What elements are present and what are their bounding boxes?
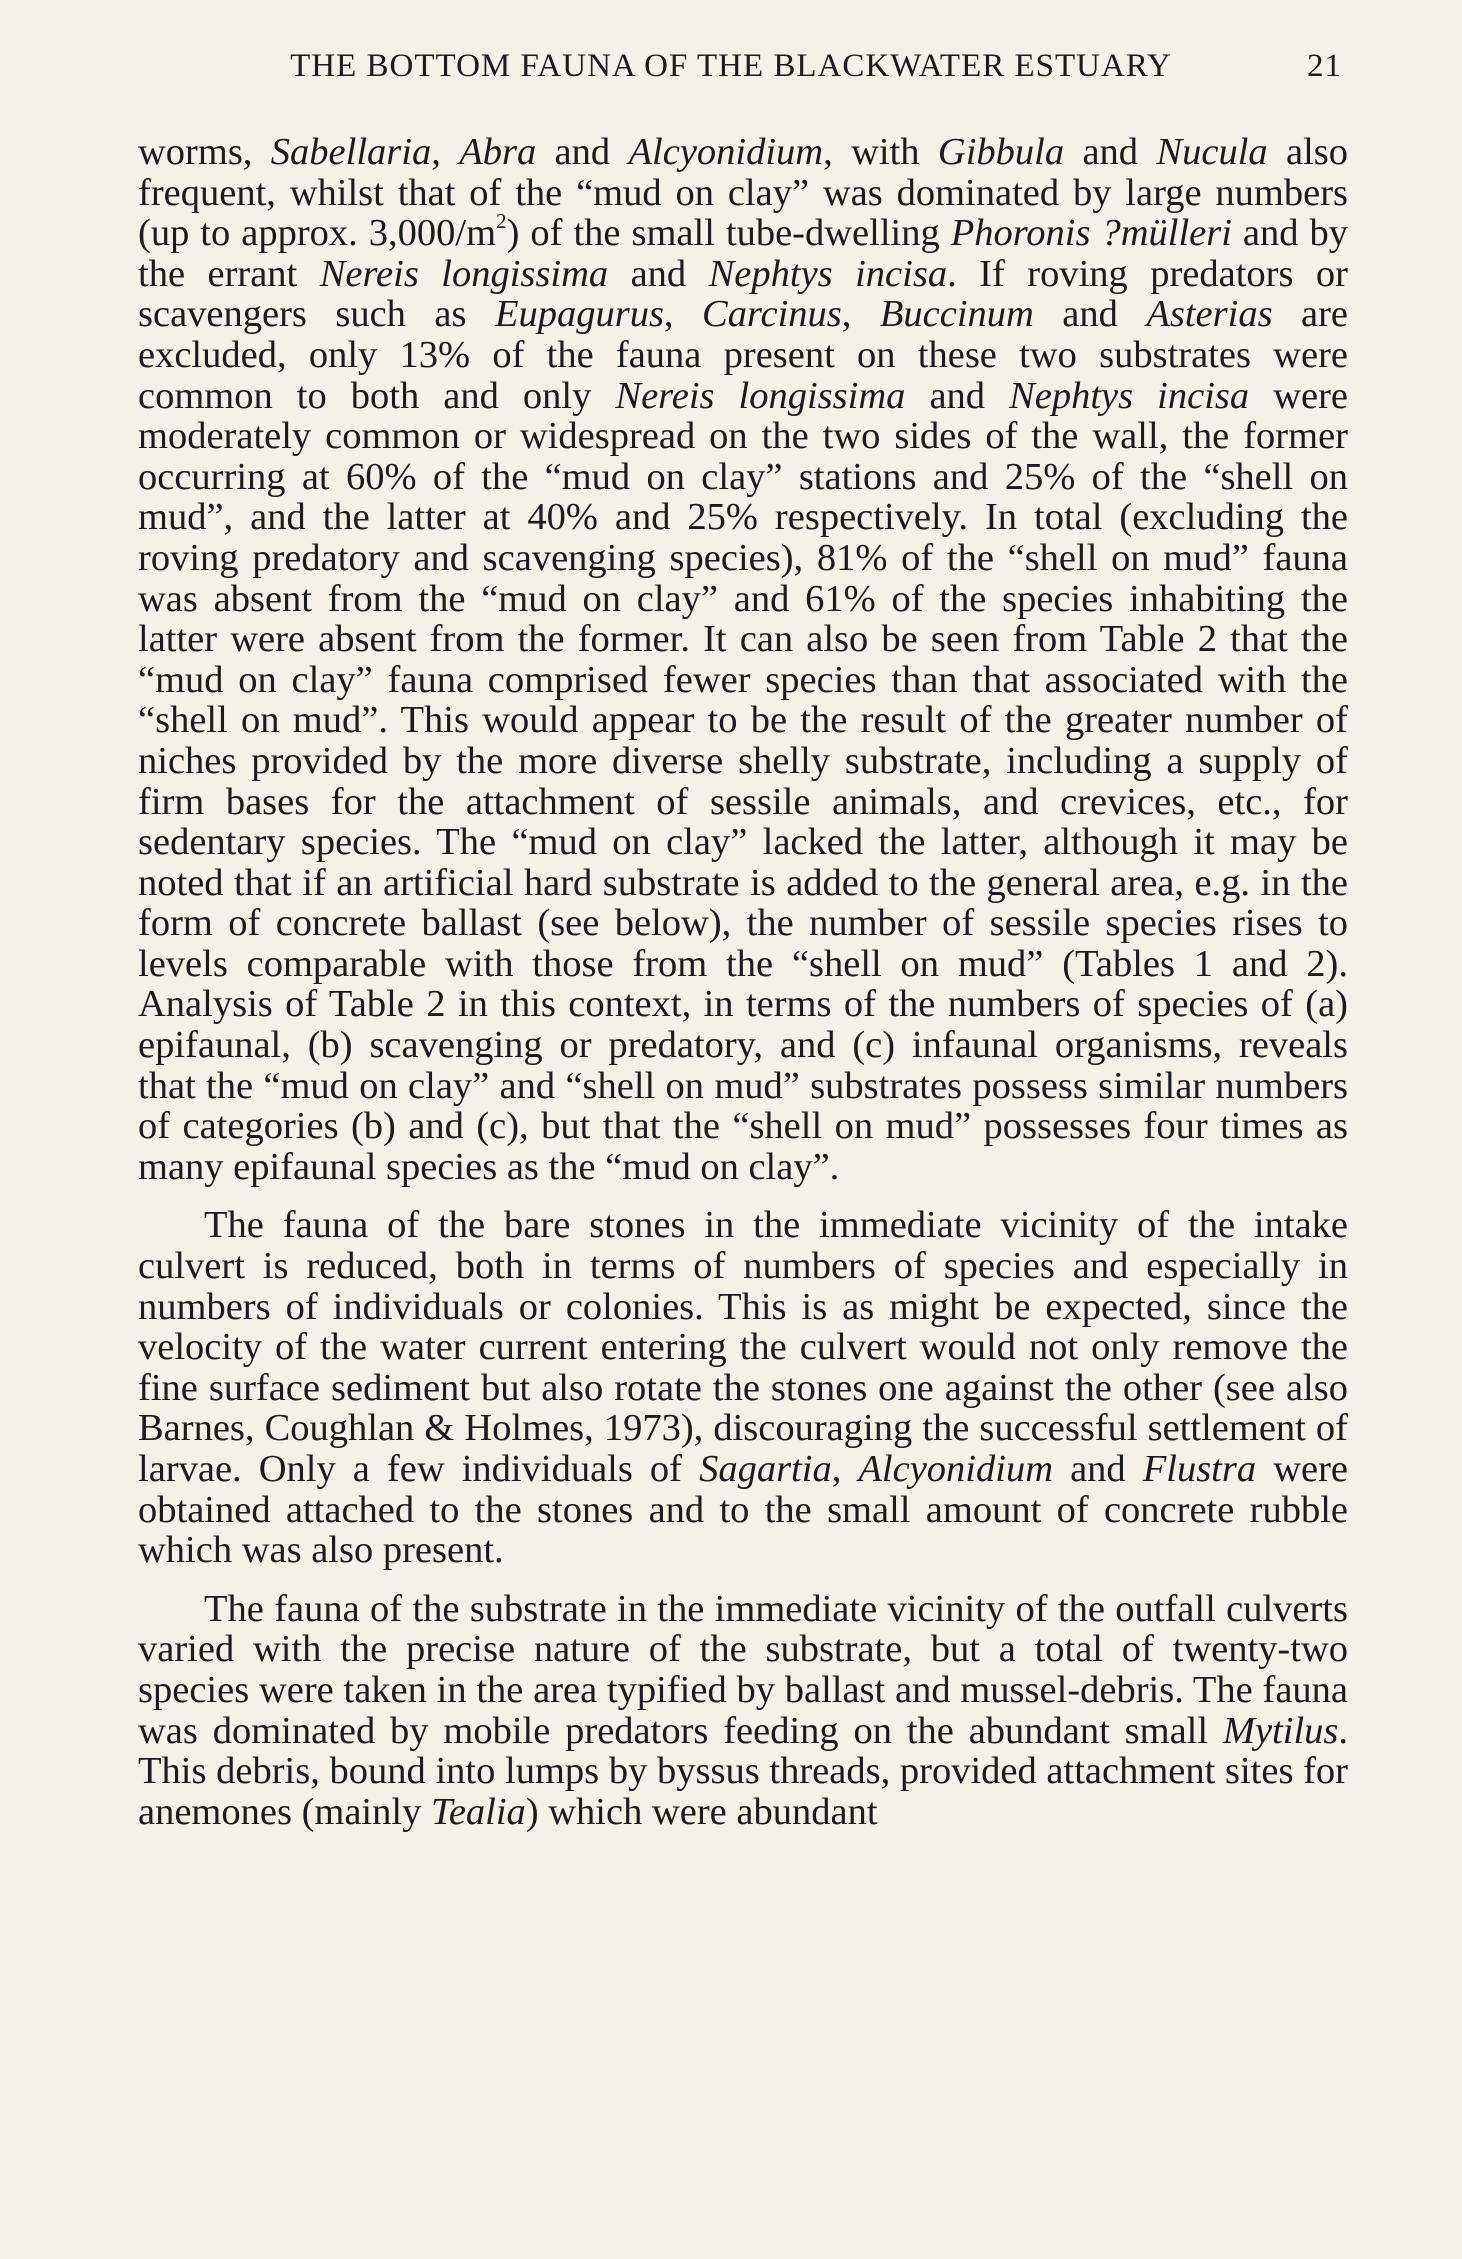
- species-name: Nereis longissima: [615, 374, 906, 417]
- body-text: [138, 132, 1348, 1832]
- text-run: and: [536, 131, 629, 173]
- text-run: and: [905, 374, 1010, 417]
- paragraph-3: [138, 1589, 1348, 1833]
- text-run: ,: [841, 293, 880, 336]
- species-name: Asterias: [1146, 293, 1273, 336]
- superscript: 2: [496, 209, 507, 234]
- text-run: The fauna of the substrate in the immediate vicinity of the outfall culverts varied with the precise nature of the substrate, but a total of twenty-two species were taken in the area typified by ballast and mussel-debris. The fauna was dominated by mobile predators feeding on the abundant small: [138, 1587, 1348, 1752]
- running-title: THE BOTTOM FAUNA OF THE BLACKWATER ESTUARY: [290, 48, 1172, 84]
- text-run: and: [608, 252, 709, 295]
- species-name: Phoronis ?mülleri: [950, 212, 1232, 255]
- species-name: Tealia: [430, 1790, 526, 1833]
- text-run: were moderately common or widespread on the two sides of the wall, the former occurring at 60% of the “mud on clay” stations and 25% of the “shell on mud”, and the latter at 40% and 25% respectively. In total (excluding the roving predatory and scavenging species), 81% of the “shell on mud” fauna was absent from the “mud on clay” and 61% of the species inhabiting the latter were absent from the former. It can also be seen from Table 2 that the “mud on clay” fauna comprised fewer species than that associated with the “shell on mud”. This would appear to be the result of the greater number of niches provided by the more diverse shelly substrate, including a supply of firm bases for the attachment of sessile animals, and crevices, etc., for sedentary species. The “mud on clay” lacked the latter, although it may be noted that if an artificial hard substrate is added to the general area, e.g. in the form of concrete ballast (see below), the number of sessile species rises to levels comparable with those from the “shell on mud” (Tables 1 and 2). Analysis of Table 2 in this context, in terms of the numbers of species of (a) epifaunal, (b) scavenging or predatory, and (c) infaunal organisms, reveals that the “mud on clay” and “shell on mud” substrates possess similar numbers of categories (b) and (c), but that the “shell on mud” possesses four times as many epifaunal species as the “mud on clay”.: [138, 374, 1348, 1188]
- text-run: , with: [823, 131, 938, 173]
- text-run: ,: [663, 293, 703, 336]
- paragraph-1: [138, 132, 1348, 1187]
- text-run: and: [1064, 131, 1157, 173]
- page-number: 21: [1307, 48, 1342, 84]
- species-name: Buccinum: [879, 293, 1034, 336]
- species-name: Carcinus: [702, 293, 842, 336]
- species-name: Nephtys incisa: [1009, 374, 1250, 417]
- text-run: and by the errant: [138, 212, 1348, 295]
- text-run: ) which were abundant: [525, 1790, 878, 1833]
- text-run: and: [1033, 293, 1147, 336]
- species-name: Sagartia: [699, 1448, 832, 1490]
- text-run: also frequent, whilst that of the “mud on clay” was dominated by large numbers (up to approx. 3,000/m: [138, 131, 1349, 255]
- species-name: Alcyonidium: [858, 1448, 1053, 1490]
- species-name: Eupagurus: [494, 293, 664, 336]
- text-run: worms,: [138, 131, 271, 173]
- text-run: and: [1053, 1448, 1143, 1490]
- species-name: Alcyonidium: [628, 131, 824, 173]
- text-run: . This debris, bound into lumps by byssus threads, provided attachment sites for anemones (mainly: [138, 1709, 1348, 1833]
- text-run: are excluded, only 13% of the fauna present on these two substrates were common to both and only: [138, 293, 1349, 417]
- text-run: . If roving predators or scavengers such as: [138, 252, 1348, 336]
- text-run: ,: [431, 131, 460, 173]
- text-run: ) of the small tube-dwelling: [506, 212, 951, 255]
- species-name: Mytilus: [1222, 1709, 1339, 1752]
- species-name: Gibbula: [937, 131, 1065, 173]
- species-name: Abra: [459, 131, 537, 173]
- paragraph-2: [138, 1205, 1348, 1570]
- species-name: Nephtys incisa: [708, 252, 948, 295]
- species-name: Flustra: [1142, 1448, 1257, 1490]
- species-name: Nucula: [1156, 131, 1268, 173]
- text-run: were obtained attached to the stones and to the small amount of concrete rubble which was also present.: [138, 1448, 1348, 1572]
- text-run: ,: [831, 1448, 859, 1490]
- text-run: The fauna of the bare stones in the immediate vicinity of the intake culvert is reduced, both in terms of numbers of species and especially in numbers of individuals or colonies. This is as might be expected, since the velocity of the water current entering the culvert would not only remove the fine surface sediment but also rotate the stones one against the other (see also Barnes, Coughlan & Holmes, 1973), discouraging the successful settlement of larvae. Only a few individuals of: [138, 1204, 1348, 1490]
- species-name: Nereis longissima: [319, 252, 609, 295]
- running-header: [0, 48, 1462, 85]
- species-name: Sabellaria: [270, 131, 432, 173]
